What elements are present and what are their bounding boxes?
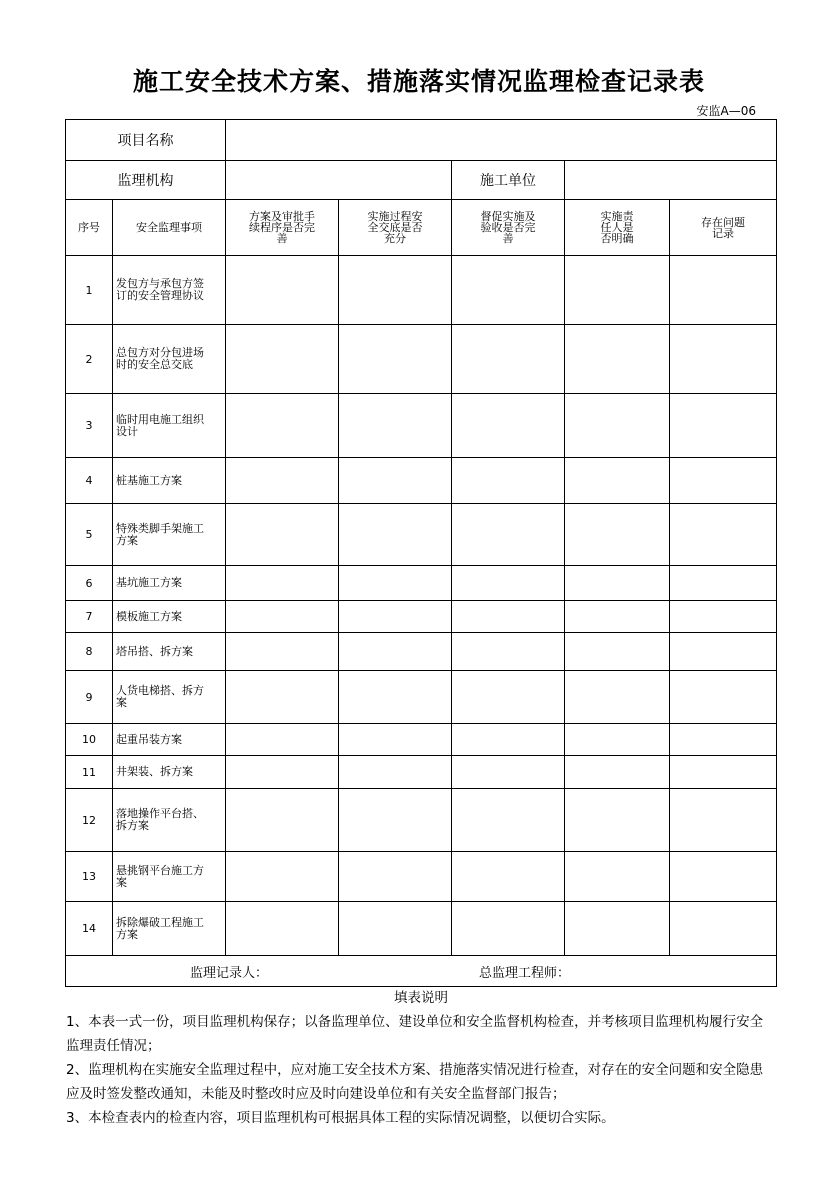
row-number: 1	[66, 256, 113, 325]
form-title: 施工安全技术方案、措施落实情况监理检查记录表	[132, 67, 705, 96]
check-cell[interactable]	[670, 852, 777, 902]
check-cell[interactable]	[339, 394, 452, 458]
header-acceptance: 督促实施及验收是否完善	[452, 200, 565, 256]
recorder-label: 监理记录人：	[190, 966, 269, 981]
check-cell[interactable]	[670, 724, 777, 756]
check-cell[interactable]	[452, 789, 565, 852]
check-cell[interactable]	[565, 756, 670, 789]
chief-engineer-label: 总监理工程师：	[479, 966, 571, 981]
check-cell[interactable]	[452, 458, 565, 504]
row-item: 起重吊装方案	[113, 724, 226, 756]
check-cell[interactable]	[226, 394, 339, 458]
signature-cell[interactable]	[66, 956, 777, 987]
check-cell[interactable]	[452, 394, 565, 458]
table-row	[66, 852, 777, 902]
contractor-label: 施工单位	[452, 161, 565, 200]
check-cell[interactable]	[670, 601, 777, 633]
row-number: 7	[66, 601, 113, 633]
row-number: 9	[66, 671, 113, 724]
table-row	[66, 256, 777, 325]
row-number: 13	[66, 852, 113, 902]
check-cell[interactable]	[565, 902, 670, 956]
check-cell[interactable]	[565, 325, 670, 394]
check-cell[interactable]	[565, 566, 670, 601]
check-cell[interactable]	[670, 325, 777, 394]
check-cell[interactable]	[565, 504, 670, 566]
check-cell[interactable]	[452, 256, 565, 325]
form-code: 安监A—06	[696, 104, 756, 118]
row-item: 落地操作平台搭、拆方案	[113, 789, 226, 852]
check-cell[interactable]	[452, 601, 565, 633]
check-cell[interactable]	[670, 566, 777, 601]
check-cell[interactable]	[226, 852, 339, 902]
check-cell[interactable]	[226, 633, 339, 671]
check-cell[interactable]	[565, 256, 670, 325]
row-number: 10	[66, 724, 113, 756]
check-cell[interactable]	[226, 671, 339, 724]
table-row	[66, 789, 777, 852]
check-cell[interactable]	[339, 671, 452, 724]
project-name-row	[66, 120, 777, 161]
table-row	[66, 902, 777, 956]
row-number: 8	[66, 633, 113, 671]
signature-cell-row	[66, 956, 777, 987]
check-cell[interactable]	[452, 633, 565, 671]
row-item: 悬挑钢平台施工方案	[113, 852, 226, 902]
check-cell[interactable]	[670, 256, 777, 325]
check-cell[interactable]	[565, 458, 670, 504]
header-seq: 序号	[66, 200, 113, 256]
check-cell[interactable]	[226, 601, 339, 633]
check-cell[interactable]	[339, 633, 452, 671]
header-issues: 存在问题记录	[670, 200, 777, 256]
check-cell[interactable]	[452, 566, 565, 601]
row-number: 6	[66, 566, 113, 601]
note-3: 3、本检查表内的检查内容，项目监理机构可根据具体工程的实际情况调整，以便切合实际。	[66, 1110, 615, 1126]
check-cell[interactable]	[339, 724, 452, 756]
check-cell[interactable]	[226, 504, 339, 566]
check-cell[interactable]	[339, 789, 452, 852]
table-row	[66, 633, 777, 671]
check-cell[interactable]	[226, 756, 339, 789]
check-cell[interactable]	[339, 902, 452, 956]
row-number: 11	[66, 756, 113, 789]
check-cell[interactable]	[226, 325, 339, 394]
check-cell[interactable]	[670, 633, 777, 671]
header-responsible-person: 实施责任人是否明确	[565, 200, 670, 256]
row-item: 桩基施工方案	[113, 458, 226, 504]
table-row	[66, 671, 777, 724]
header-plan-approval: 方案及审批手续程序是否完善	[226, 200, 339, 256]
check-cell[interactable]	[226, 789, 339, 852]
header-row	[66, 200, 777, 256]
header-safety-briefing: 实施过程安全交底是否充分	[339, 200, 452, 256]
row-number: 2	[66, 325, 113, 394]
notes-title: 填表说明	[394, 990, 448, 1006]
row-item: 拆除爆破工程施工方案	[113, 902, 226, 956]
check-cell[interactable]	[670, 504, 777, 566]
check-cell[interactable]	[339, 325, 452, 394]
check-cell[interactable]	[339, 504, 452, 566]
note-1: 1、本表一式一份，项目监理机构保存；以备监理单位、建设单位和安全监督机构检查，并考核项目监理机构履行安全监理责任情况；	[66, 1014, 764, 1054]
check-cell[interactable]	[226, 724, 339, 756]
inspection-table	[65, 119, 777, 987]
check-cell[interactable]	[226, 566, 339, 601]
note-2: 2、监理机构在实施安全监理过程中，应对施工安全技术方案、措施落实情况进行检查，对存在的安全问题和安全隐患应及时签发整改通知，未能及时整改时应及时向建设单位和有关安全监督部门报告；	[66, 1062, 764, 1102]
header-item: 安全监理事项	[113, 200, 226, 256]
contractor-field[interactable]	[565, 161, 777, 200]
row-item: 发包方与承包方签订的安全管理协议	[113, 256, 226, 325]
project-name-field[interactable]	[226, 120, 777, 161]
check-cell[interactable]	[565, 852, 670, 902]
table-row	[66, 394, 777, 458]
supervisor-org-field[interactable]	[226, 161, 452, 200]
check-cell[interactable]	[565, 394, 670, 458]
check-cell[interactable]	[339, 852, 452, 902]
check-cell[interactable]	[452, 756, 565, 789]
fill-instructions	[66, 986, 776, 1130]
supervisor-org-label: 监理机构	[66, 161, 226, 200]
check-cell[interactable]	[670, 756, 777, 789]
check-cell[interactable]	[226, 902, 339, 956]
check-cell[interactable]	[565, 601, 670, 633]
row-number: 4	[66, 458, 113, 504]
check-cell[interactable]	[452, 671, 565, 724]
row-number: 12	[66, 789, 113, 852]
check-cell[interactable]	[339, 566, 452, 601]
check-cell[interactable]	[452, 852, 565, 902]
check-cell[interactable]	[452, 504, 565, 566]
check-cell[interactable]	[565, 633, 670, 671]
check-cell[interactable]	[670, 902, 777, 956]
check-cell[interactable]	[339, 756, 452, 789]
check-cell[interactable]	[670, 394, 777, 458]
table-row	[66, 504, 777, 566]
check-cell[interactable]	[226, 256, 339, 325]
check-cell[interactable]	[670, 458, 777, 504]
row-number: 14	[66, 902, 113, 956]
check-cell[interactable]	[339, 256, 452, 325]
row-item: 临时用电施工组织设计	[113, 394, 226, 458]
row-item: 总包方对分包进场时的安全总交底	[113, 325, 226, 394]
table-row	[66, 458, 777, 504]
project-name-label: 项目名称	[66, 120, 226, 161]
row-item: 人货电梯搭、拆方案	[113, 671, 226, 724]
org-row	[66, 161, 777, 200]
table-row	[66, 601, 777, 633]
row-item: 井架装、拆方案	[113, 756, 226, 789]
row-item: 模板施工方案	[113, 601, 226, 633]
check-cell[interactable]	[452, 724, 565, 756]
check-cell[interactable]	[339, 601, 452, 633]
check-cell[interactable]	[565, 789, 670, 852]
check-cell[interactable]	[670, 789, 777, 852]
row-number: 5	[66, 504, 113, 566]
table-row	[66, 325, 777, 394]
check-cell[interactable]	[670, 671, 777, 724]
table-row	[66, 724, 777, 756]
check-cell[interactable]	[452, 325, 565, 394]
row-item: 特殊类脚手架施工方案	[113, 504, 226, 566]
table-row	[66, 566, 777, 601]
check-cell[interactable]	[226, 458, 339, 504]
check-cell[interactable]	[565, 724, 670, 756]
row-item: 基坑施工方案	[113, 566, 226, 601]
row-item: 塔吊搭、拆方案	[113, 633, 226, 671]
row-number: 3	[66, 394, 113, 458]
check-cell[interactable]	[339, 458, 452, 504]
check-cell[interactable]	[452, 902, 565, 956]
check-cell[interactable]	[565, 671, 670, 724]
table-row	[66, 756, 777, 789]
